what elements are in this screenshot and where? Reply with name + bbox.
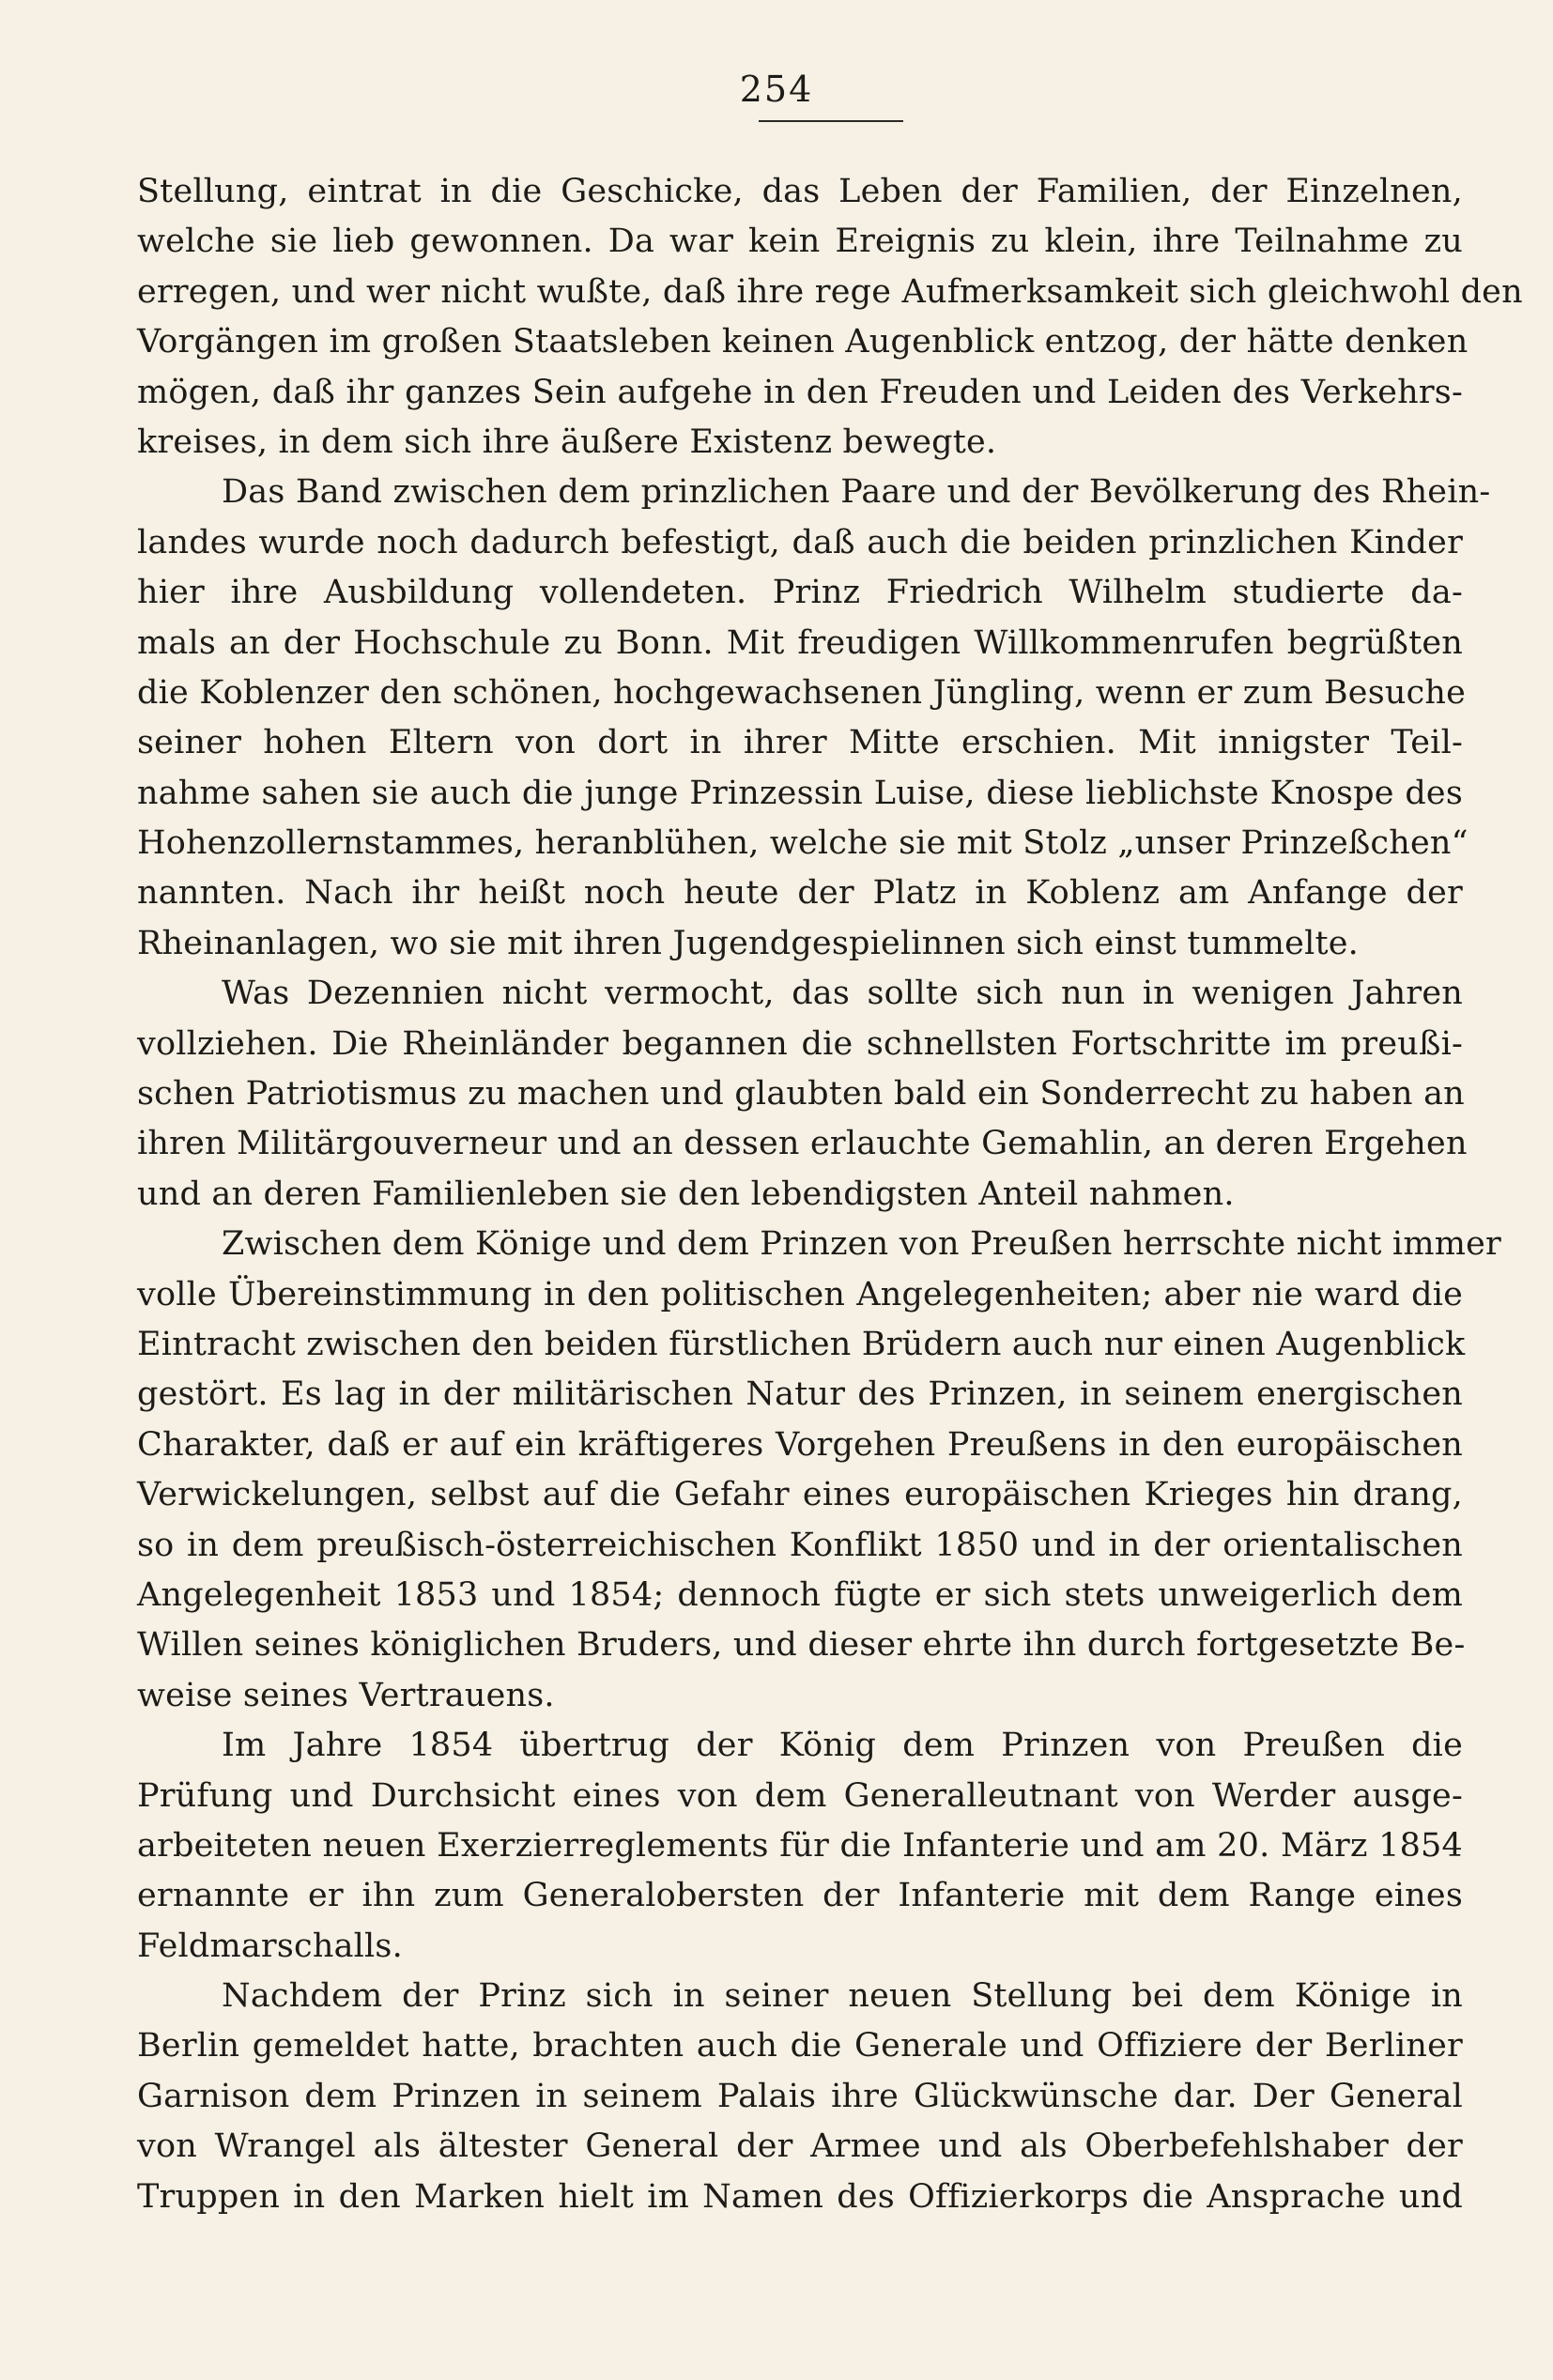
- page-number: 254: [739, 69, 814, 110]
- text-line: Angelegenheit 1853 und 1854; dennoch fügte er sich stets unweigerlich dem: [137, 1575, 1463, 1614]
- text-line: mögen, daß ihr ganzes Sein aufgehe in den Freuden und Leiden des Verkehrs-: [137, 373, 1463, 411]
- text-line: so in dem preußisch-österreichischen Konflikt 1850 und in der orientalischen: [137, 1526, 1463, 1564]
- paragraph: [137, 167, 1523, 468]
- paragraph: [137, 969, 1468, 1220]
- text-line: gestört. Es lag in der militärischen Natur des Prinzen, in seinem energischen: [137, 1375, 1463, 1414]
- text-line: Truppen in den Marken hielt im Namen des Offizierkorps die Ansprache und: [137, 2177, 1463, 2216]
- paragraph: [137, 468, 1491, 969]
- header-rule: [759, 120, 903, 122]
- text-line: schen Patriotismus zu machen und glaubten bald ein Sonderrecht zu haben an: [137, 1075, 1465, 1113]
- text-line: und an deren Familienleben sie den lebendigsten Anteil nahmen.: [137, 1175, 1235, 1213]
- text-line: erregen, und wer nicht wußte, daß ihre rege Aufmerksamkeit sich gleichwohl den: [137, 272, 1523, 311]
- body-text: [137, 167, 1523, 2222]
- text-line: Prüfung und Durchsicht eines von dem Generalleutnant von Werder ausge-: [137, 1776, 1463, 1815]
- text-line: Garnison dem Prinzen in seinem Palais ihre Glückwünsche dar. Der General: [137, 2077, 1463, 2115]
- text-line: ernannte er ihn zum Generalobersten der Infanterie mit dem Range eines: [137, 1877, 1463, 1915]
- text-line: seiner hohen Eltern von dort in ihrer Mitte erschien. Mit innigster Teil-: [137, 724, 1463, 762]
- text-line: weise seines Vertrauens.: [137, 1676, 555, 1714]
- text-line: von Wrangel als ältester General der Armee und als Oberbefehlshaber der: [137, 2127, 1463, 2166]
- paragraph: [137, 1721, 1463, 1972]
- text-line: Rheinanlagen, wo sie mit ihren Jugendgespielinnen sich einst tummelte.: [137, 924, 1359, 962]
- text-line: kreises, in dem sich ihre äußere Existenz bewegte.: [137, 422, 997, 461]
- text-line: Stellung, eintrat in die Geschicke, das Leben der Familien, der Einzelnen,: [137, 173, 1463, 210]
- text-line: die Koblenzer den schönen, hochgewachsenen Jüngling, wenn er zum Besuche: [137, 673, 1467, 712]
- text-line: Feldmarschalls.: [137, 1927, 403, 1965]
- text-line: Berlin gemeldet hatte, brachten auch die Generale und Offiziere der Berliner: [137, 2027, 1463, 2065]
- text-line: vollziehen. Die Rheinländer begannen die schnellsten Fortschritte im preußi-: [137, 1024, 1463, 1063]
- text-line: Charakter, daß er auf ein kräftigeres Vorgehen Preußens in den europäischen: [137, 1425, 1463, 1464]
- text-line: Verwickelungen, selbst auf die Gefahr eines europäischen Krieges hin drang,: [137, 1476, 1463, 1514]
- text-line: welche sie lieb gewonnen. Da war kein Ereignis zu klein, ihre Teilnahme zu: [137, 223, 1463, 261]
- text-line: nahme sahen sie auch die junge Prinzessin Luise, diese lieblichste Knospe des: [137, 774, 1463, 812]
- text-line: arbeiteten neuen Exerzierreglements für die Infanterie und am 20. März 1854: [137, 1826, 1463, 1865]
- text-line: Vorgängen im großen Staatsleben keinen Augenblick entzog, der hätte denken: [137, 323, 1468, 361]
- text-line: Zwischen dem Könige und dem Prinzen von Preußen herrschte nicht immer: [222, 1225, 1501, 1264]
- paragraph: [137, 1220, 1501, 1721]
- text-line: Was Dezennien nicht vermocht, das sollte sich nun in wenigen Jahren: [222, 975, 1463, 1013]
- text-line: hier ihre Ausbildung vollendeten. Prinz Friedrich Wilhelm studierte da-: [137, 574, 1463, 612]
- text-line: nannten. Nach ihr heißt noch heute der Platz in Koblenz am Anfange der: [137, 874, 1463, 913]
- text-line: ihren Militärgouverneur und an dessen erlauchte Gemahlin, an deren Ergehen: [137, 1125, 1468, 1163]
- text-line: Das Band zwischen dem prinzlichen Paare und der Bevölkerung des Rhein-: [222, 473, 1491, 512]
- text-line: landes wurde noch dadurch befestigt, daß auch die beiden prinzlichen Kinder: [137, 523, 1463, 561]
- text-line: Nachdem der Prinz sich in seiner neuen Stellung bei dem Könige in: [222, 1977, 1463, 2016]
- text-line: Willen seines königlichen Bruders, und dieser ehrte ihn durch fortgesetzte Be-: [137, 1626, 1466, 1665]
- text-line: mals an der Hochschule zu Bonn. Mit freudigen Willkommenrufen begrüßten: [137, 623, 1463, 662]
- text-line: Hohenzollernstammes, heranblühen, welche sie mit Stolz „unser Prinzeßchen“: [137, 824, 1468, 863]
- text-line: Eintracht zwischen den beiden fürstlichen Brüdern auch nur einen Augenblick: [137, 1325, 1466, 1363]
- text-line: Im Jahre 1854 übertrug der König dem Prinzen von Preußen die: [222, 1727, 1463, 1765]
- paragraph: [137, 1972, 1463, 2222]
- text-line: volle Übereinstimmung in den politischen Angelegenheiten; aber nie ward die: [137, 1275, 1463, 1313]
